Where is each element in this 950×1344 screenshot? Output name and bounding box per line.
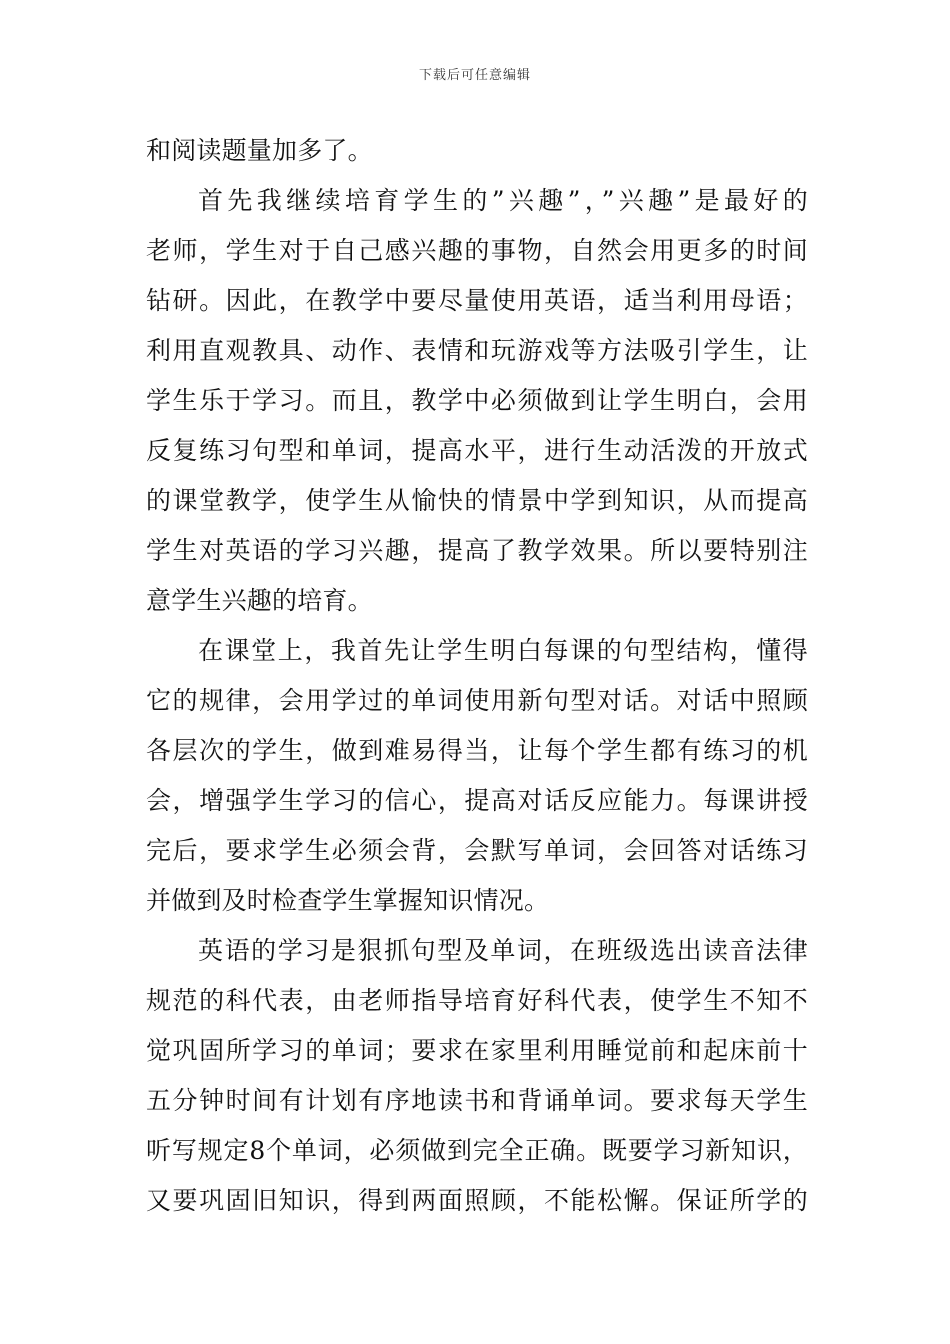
text-line: 老师，学生对于自己感兴趣的事物，自然会用更多的时间 (146, 236, 808, 265)
text-line: 反复练习句型和单词，提高水平，进行生动活泼的开放式 (146, 436, 808, 465)
text-line: 和阅读题量加多了。 (146, 136, 373, 165)
text-line: 完后，要求学生必须会背，会默写单词，会回答对话练习 (146, 836, 808, 865)
text-line: 各层次的学生，做到难易得当，让每个学生都有练习的机 (146, 736, 808, 765)
text-line: 学生乐于学习。而且，教学中必须做到让学生明白，会用 (146, 386, 808, 415)
text-line: 意学生兴趣的培育。 (146, 586, 373, 615)
text-line: 它的规律，会用学过的单词使用新句型对话。对话中照顾 (146, 686, 808, 715)
text-line: 五分钟时间有计划有序地读书和背诵单词。要求每天学生 (146, 1086, 808, 1115)
text-line: 并做到及时检查学生掌握知识情况。 (146, 886, 550, 915)
text-line: 又要巩固旧知识，得到两面照顾，不能松懈。保证所学的 (146, 1186, 808, 1215)
text-line: 听写规定8个单词，必须做到完全正确。既要学习新知识， (146, 1136, 808, 1165)
document-body (146, 126, 808, 1226)
text-line: 规范的科代表，由老师指导培育好科代表，使学生不知不 (146, 986, 808, 1015)
text-line: 利用直观教具、动作、表情和玩游戏等方法吸引学生，让 (146, 336, 808, 365)
text-line: 觉巩固所学习的单词；要求在家里利用睡觉前和起床前十 (146, 1036, 808, 1065)
text-line: 钻研。因此，在教学中要尽量使用英语，适当利用母语； (146, 286, 808, 315)
page-header: 下载后可任意编辑 (418, 68, 531, 83)
paragraph-first-line: 首先我继续培育学生的”兴趣”，”兴趣”是最好的 (198, 186, 808, 215)
paragraph-first-line: 在课堂上，我首先让学生明白每课的句型结构，懂得 (198, 636, 808, 665)
text-line: 学生对英语的学习兴趣，提高了教学效果。所以要特别注 (146, 536, 808, 565)
paragraph-first-line: 英语的学习是狠抓句型及单词，在班级选出读音法律 (198, 936, 808, 965)
text-line: 会，增强学生学习的信心，提高对话反应能力。每课讲授 (146, 786, 808, 815)
text-line: 的课堂教学，使学生从愉快的情景中学到知识，从而提高 (146, 486, 808, 515)
